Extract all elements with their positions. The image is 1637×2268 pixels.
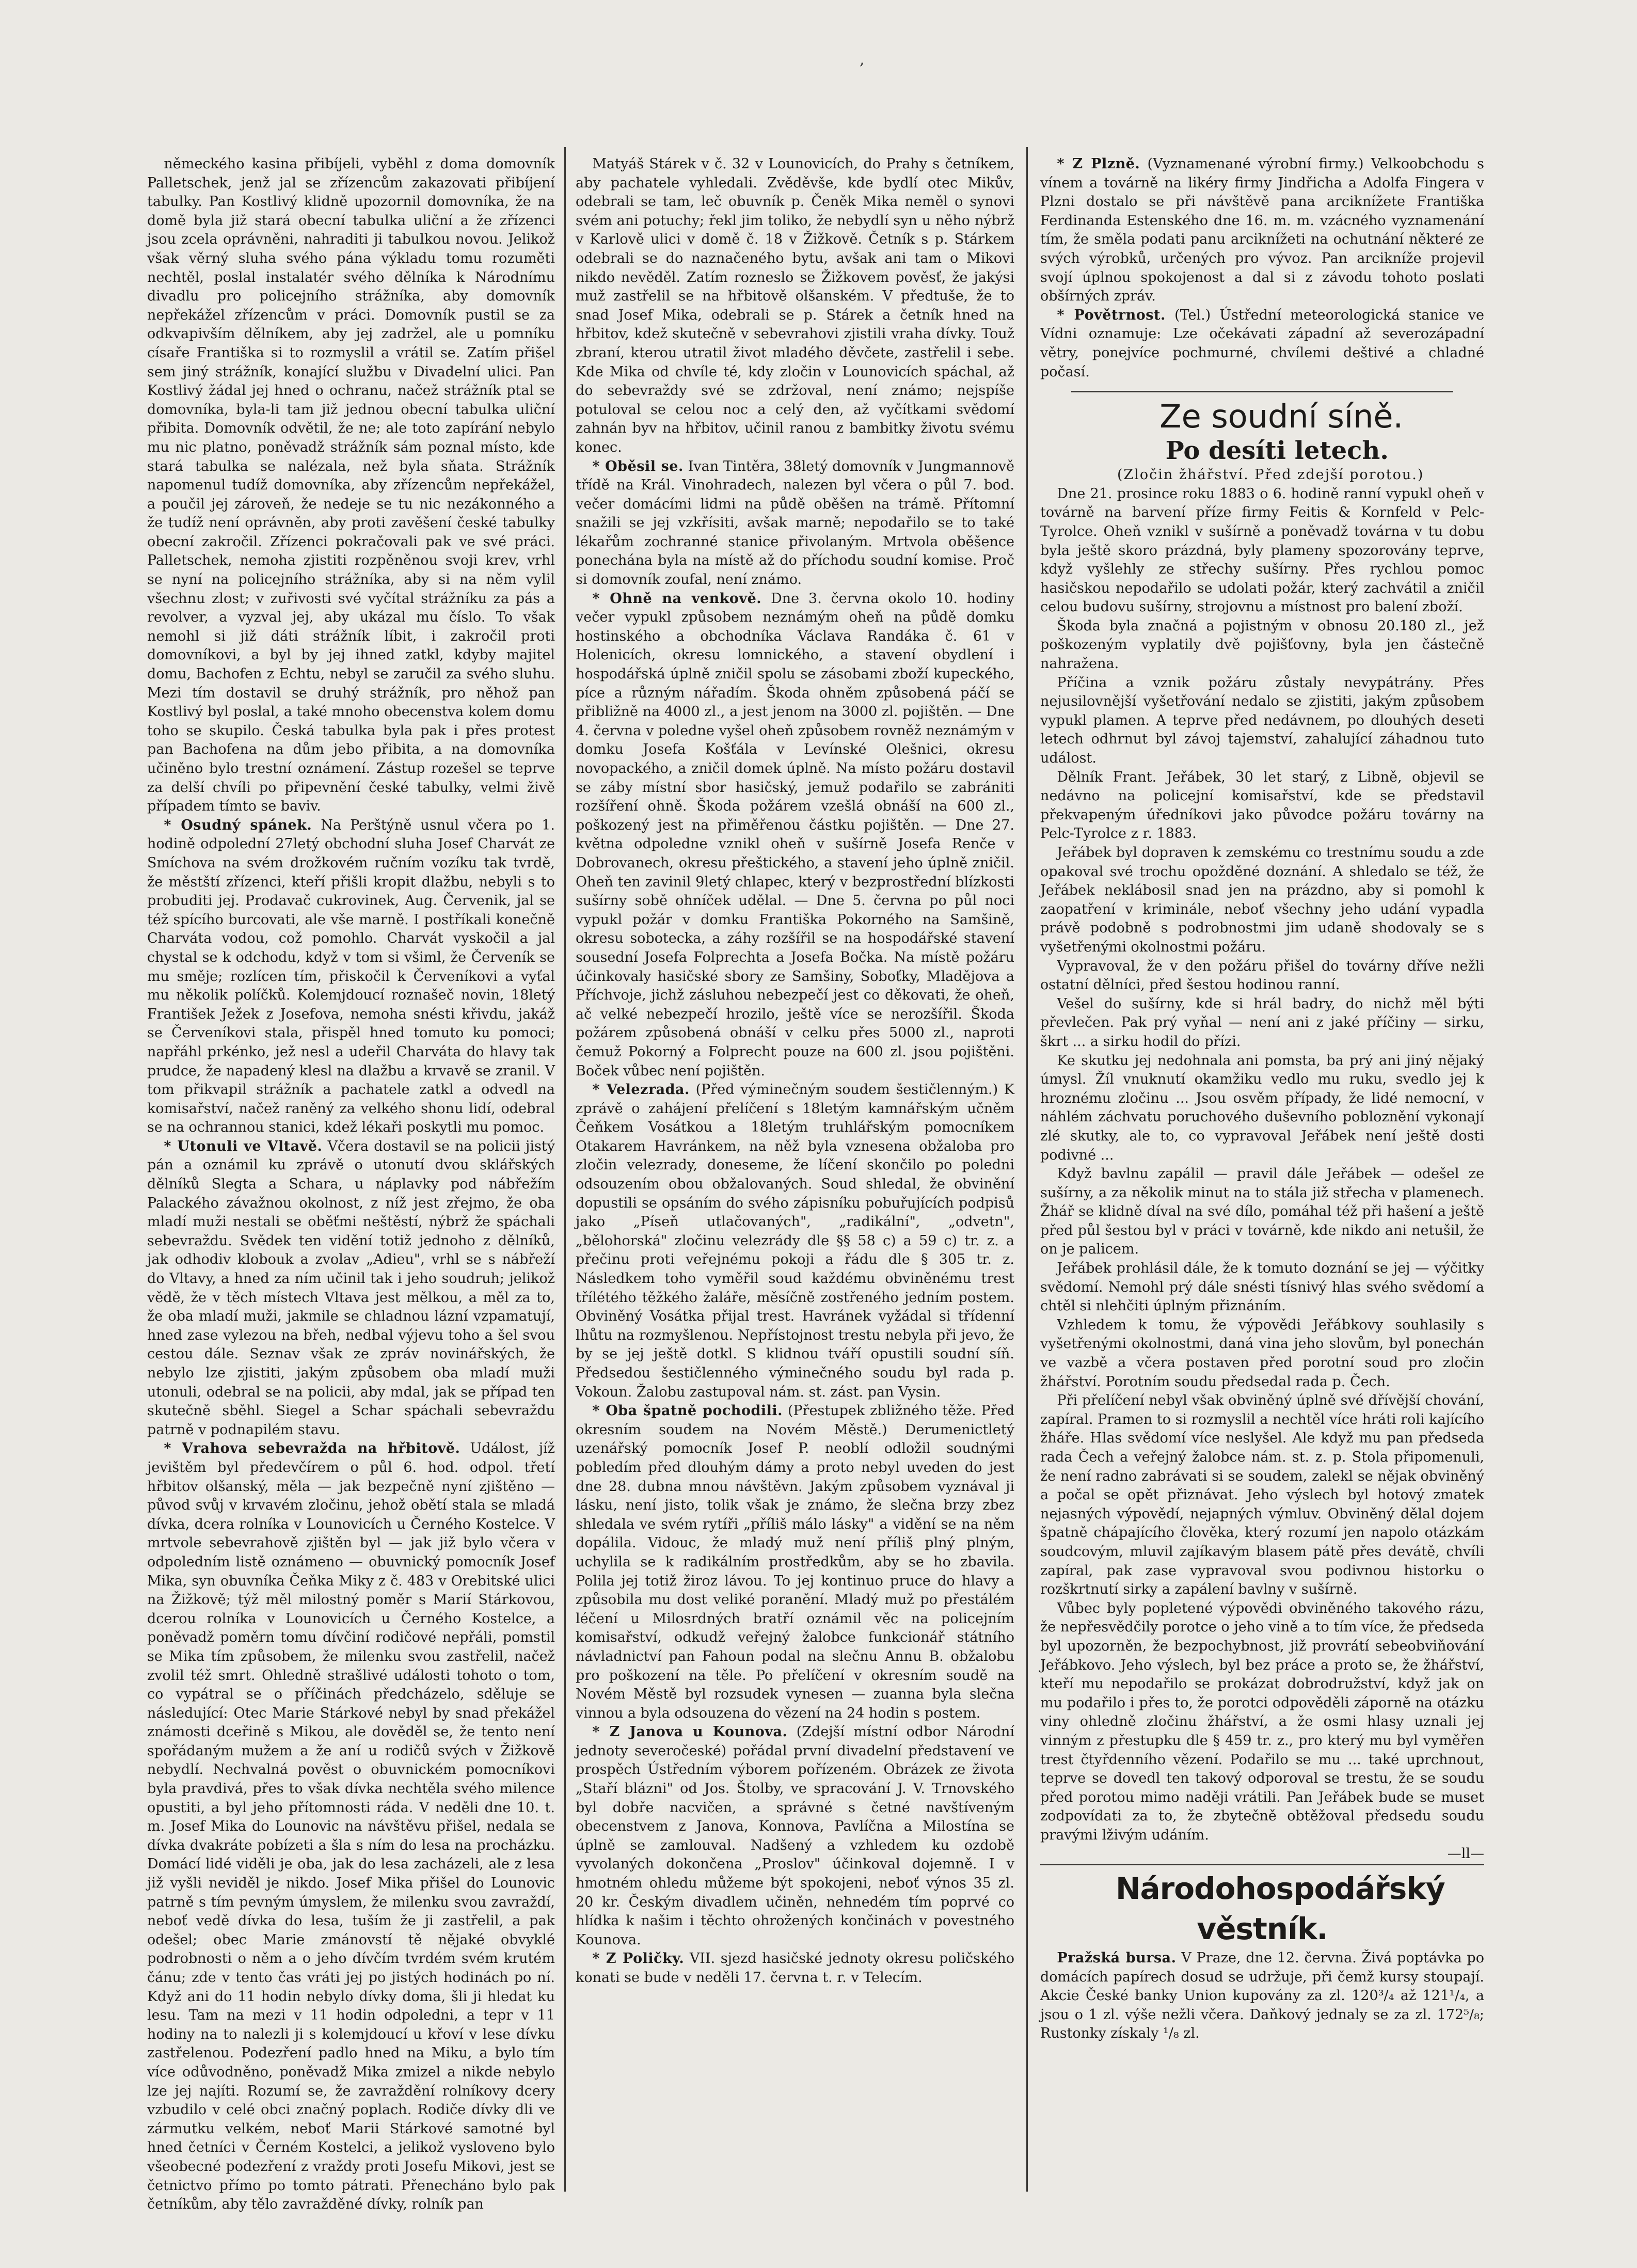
article-text: —ll— — [1447, 1846, 1484, 1862]
article-heading: * Velezrada. — [592, 1082, 690, 1098]
article-heading: * Oba špatně pochodili. — [592, 1403, 783, 1419]
article-text: Událost, jíž jevištěm byl předevčírem o půl 6. hod. odpol. třetí hřbitov olšanský, měla — jak bezpečně nyní zjištěno — původ svůj v krvavém zločinu, jehož obětí stala se mladá dívka, dcera rolníka v Lounovicích u Černého Kostelce. V mrtvole sebevrahově zjištěn byl — jak již bylo včera v odpoledním listě oznámeno — obuvnický pomocník Josef Mika, syn obuvníka Čeňka Miky z č. 483 v Orebitské ulici na Žižkově; týž měl milostný poměr s Marií Stárkovou, dcerou rolníka v Lounovicích u Černého Kostelce, a poněvadž poměrn tomu dívčiní rodičové nepřáli, pomstil se Mika tím způsobem, že milenku svou zastřelil, načež zvolil též smrt. Ohledně strašlivé události tohoto o tom, co vypátral se o příčinách předcházelo, sděluje se následující: Otec Marie Stárkové nebyl by snad překážel známosti dceřině s Mikou, ale dověděl se, že tento není spořádaným mužem a že aní u rodičů svých v Žižkově nebydlí. Nechvalná pověst o obuvnickém pomocníkovi byla pravdivá, přes to však dívka nechtěla svého milence opustiti, a byl jeho přítomnosti ráda. V neděli dne 10. t. m. Josef Mika do Lounovic na návštěvu přišel, nedala se dívka dvakráte pobízeti a šla s ním do lesa na procházku. Domácí lidé viděli je oba, jak do lesa zacházeli, ale z lesa již vyšli neviděl je nikdo. Josef Mika přišel do Lounovic patrně s tím pevným úmyslem, že milenku svou zavraždí, neboť vedě dívka do lesa, tuším že ji zastřelil, a pak odešel; obec Marie zmánovstí tě nějaké obvyklé podrobnosti o něm a o jeho dívčím tvrdém svém krutém čánu; zde v tento čas vráti jej po jistých hodinách po ní. Když ani do 11 hodin nebylo dívky doma, šli ji hledat ku lesu. Tam na mezi v 11 hodin odpoledni, a tepr v 11 hodiny na to nalezli ji s kolemjdoucí u křoví v lese dívku zastřelenou. Podezření padlo hned na Miku, a bylo tím více odůvodněno, poněvadž Mika zmizel a nikde nebylo lze jej najíti. Rozumí se, že zavraždění rolníkovy dcery vzbudilo v celé obci značný poplach. Rodiče dívky dli ve zármutku velkém, neboť Marii Stárkové samotné byl hned četníci v Černém Kostelci, a jelikož vysloveno bylo všeobecné podezření z vraždy proti Josefu Mikovi, jest se četnictvo přímo po tomto pátrati. Přenecháno bylo pak četníkům, aby tělo zavražděné dívky, rolník pan — [147, 1440, 555, 2213]
article-text: Včera dostavil se na policii jistý pán a oznámil ku zprávě o utonutí dvou sklářských dělníků Slegta a Schara, u náplavky pod nábřežím Palackého závažnou okolnost, z níž jest zřejmo, že oba mladí muži nestali se oběťmi neštěstí, nýbrž že spáchali sebevraždu. Svědek ten vidění totiž jednoho z dělníků, jak odhodiv klobouk a zvolav „Adieu", vrhl se s nábřeží do Vltavy, a hned za ním učinil tak i jeho soudruh; jelikož vědě, že v těch místech Vltava jest mělkou, a měl za to, že oba mladí muži, jakmile se chladnou lázní vzpamatují, hned zase vylezou na břeh, nedbal výjevu toho a šel svou cestou dále. Seznav však ze zpráv novinářských, že nebylo lze zjistiti, jakým způsobem oba mladí muži utonuli, odebral se na policii, aby mdal, jak se případ ten skutečně sběhl. Siegel a Schar spáchali sebevraždu patrně v podnapilém stavu. — [147, 1138, 555, 1438]
article-paragraph — [576, 155, 1014, 457]
article-text: Dne 21. prosince roku 1883 o 6. hodině ranní vypukl oheň v továrně na barvení příze firmy Feitis & Kornfeld v Pelc-Tyrolce. Oheň vznikl v sušírně a poněvadž továrna v tu dobu byla ještě skoro prázdná, byly plameny spozorovány teprve, když vyšlehly ze střechy sušírny. Přes rychlou pomoc hasičskou nepodařilo se udolati požár, který zachvátil a zničil celou budovu sušírny, strojovnu a místnost pro balení zboží. — [1040, 485, 1484, 615]
article-paragraph — [1040, 306, 1484, 382]
article-paragraph — [1040, 1391, 1484, 1599]
article-paragraph — [1040, 768, 1484, 844]
article-text: Příčina a vznik požáru zůstaly nevypátrány. Přes nejusilovnější vyšetřování nedalo se zjistiti, jakým způsobem vypukl plamen. A teprve před nedávnem, po dlouhých deseti letech odhrnut byl závoj tajemství, zahalující záhadnou tuto událost. — [1040, 674, 1484, 767]
section-divider — [1071, 391, 1453, 392]
article-paragraph — [1040, 1165, 1484, 1259]
article-text: Matyáš Stárek v č. 32 v Lounovicích, do Prahy s četníkem, aby pachatele vyhledali. Zvěděvše, kde bydlí otec Mikův, odebrali se tam, leč obuvník p. Čeněk Mika neměl o synovi svém ani potuchy; řekl jim toliko, že nebydlí syn u něho nýbrž v Karlově ulici v domě č. 18 v Žižkově. Četník s p. Stárkem odebrali se do naznačeného bytu, avšak ani tam o Mikovi nikdo nevěděl. Zatím rozneslo se Žižkovem pověsť, že jakýsi muž zastřelil se na hřbitově olšanském. V předtuše, že to snad Josef Mika, odebrali se p. Stárek a četník hned na hřbitov, kdež skutečně v sebevrahovi zjistili vraha dívky. Touž zbraní, kterou utratil život mladého děvčete, zastřelil i sebe. Kde Mika od chvíle té, kdy zločin v Lounovicích spáchal, až do sebevraždy své se zdržoval, není známo; nejspíše potuloval se celou noc a celý den, až vyčítkami svědomí zahnán byv na hřbitov, učinil ranou z bambitky životu svému konec. — [576, 156, 1014, 455]
article-heading: * Povětrnost. — [1057, 307, 1166, 323]
article-text: Dělník Frant. Jeřábek, 30 let starý, z Libně, objevil se nedávno na policejní komisařství, kde se představil překvapeným úředníkovi jako původce požáru továrny na Pelc-Tyrolce z r. 1883. — [1040, 769, 1484, 842]
article-paragraph — [1040, 1052, 1484, 1165]
article-text: Na Perštýně usnul včera po 1. hodině odpolední 27letý obchodní sluha Josef Charvát ze Smíchova na svém drožkovém ručním vozíku tak tvrdě, že městští zřízenci, kteří přišli kropit dlažbu, nebyli s to probuditi jej. Prodavač cukrovinek, Aug. Červenik, jal se též spícího burcovati, ale vše marně. I postříkali konečně Charváta vodou, což pomohlo. Charvát vyskočil a jal chystal se k odchodu, když v tom si všiml, že Červeník se mu směje; rozlícen tím, přiskočil k Červeníkovi a vyťal mu několik políčků. Kolemjdoucí roznašeč novin, 18letý František Ježek z Josefova, nemoha snésti křivdu, jakáž se Červeníkovi stala, přispěl hned tomuto ku pomoci; napřáhl prkénko, jež nesl a udeřil Charváta do hlavy tak prudce, že napadený klesl na dlažbu a krvavě se zranil. V tom přikvapil strážník a pachatele zatkl a odvedl na komisařství, načež raněný za velkého shonu lidí, odebral se na ochrannou stanici, kdež lékaři poskytli mu pomoc. — [147, 817, 555, 1136]
article-text: Vzhledem k tomu, že výpovědi Jeřábkovy souhlasily s vyšetřenými okolnostmi, daná vina jeho slovům, byl ponechán ve vazbě a včera postaven před porotní soud pro zločin žhářství. Porotním soudu předsedal rada p. Čech. — [1040, 1317, 1484, 1390]
column-2 — [576, 155, 1014, 2189]
article-paragraph — [576, 590, 1014, 1081]
article-paragraph — [1040, 1316, 1484, 1391]
article-paragraph — [1040, 155, 1484, 306]
article-heading: * Osudný spánek. — [164, 817, 312, 833]
article-heading: * Oběsil se. — [592, 458, 684, 474]
article-heading: Pražská bursa. — [1057, 1950, 1177, 1966]
article-text: německého kasina přibíjeli, vyběhl z doma domovník Palletschek, jenž jal se zřízencům zakazovati přibíjení tabulky. Pan Kostlivý klidně upozornil domovníka, že na domě byla již stará obecní tabulka uliční a že zřízenci jsou zcela oprávněni, nahraditi ji tabulkou novou. Jelikož však věrný sluha svého pána výkladu tomu rozuměti nechtěl, poslal instalatér svého dělníka k Národnímu divadlu pro policejního strážníka, aby domovník nepřekážel zřízencům v práci. Domovník pustil se za odkvapivším dělníkem, aby jej zadržel, ale u pomníku císaře Františka si to rozmyslil a vrátil se. Zatím přišel sem jiný strážník, konající službu v Divadelní ulici. Pan Kostlivý žádal jej hned o ochranu, načež strážník ptal se domovníka, byla-li tam již jednou obecní tabulka uliční přibita. Domovník odvětil, že ne; ale toto zapírání nebylo mu nic platno, poněvadž strážník sám poznal místo, kde stará tabulka se nalézala, než byla sňata. Strážník napomenul tudíž domovníka, aby zřízencům nepřekážel, a poučil jej zároveň, že nedeje se tu nic nezákonného a že tudíž není oprávněn, aby proti zavěšení české tabulky obecní zakročil. Zřízenci pokračovali pak ve své práci. Palletschek, nemoha zjistiti rozpěněnou svoji krev, vrhl se nyní na policejního strážníka, aby si na něm vylil všechnu zlost; v zuřivosti své vyčítal strážníku za pás a revolver, a vyzval jej, aby ukázal mu číslo. To však nemohl si již dáti strážník líbit, i zakročil proti domovníkovi, a byl by jej ihned zatkl, kdyby majitel domu, Bachofen z Echtu, nebyl se zaručil za svého sluhu. Mezi tím dostavil se druhý strážník, pro něhož pan Kostlivý byl poslal, a také mnoho obecenstva kolem domu toho se skupilo. Česká tabulka byla pak i přes protest pan Bachofena na dům jebo přibita, a na domovníka učiněno bylo trestní oznámení. Zástup rozešel se teprve za delší chvíli po připevnění české tabulky, velmi živě případem tímto se baviv. — [147, 156, 555, 815]
article-text: (Zdejší místní odbor Národní jednoty severočeské) pořádal první divadelní představení ve prospěch Ústředním výborem pořízeném. Obrázek ze života „Staří blázni" od Jos. Štolby, ve spracování J. V. Trnovského byl dobře nacvičen, a správné s četné navštíveným obecenstvem z Janova, Konnova, Pavlíčna a Milostína se úplně se zamlouval. Nadšený a vzhledem ku ozdobě vyvolaných dokončena „Proslov" účinkoval dojemně. I v hmotném ohledu můžeme být spokojeni, neboť výnos 35 zl. 20 kr. Českým divadlem učiněn, nehnedém tím poprvé co hlídka k našim i těchto ohrožených končinách v povestného Kounova. — [576, 1724, 1014, 1948]
article-paragraph — [576, 1402, 1014, 1723]
article-heading: * Ohně na venkově. — [592, 590, 762, 607]
article-text: V Praze, dne 12. června. Živá poptávka po domácích papírech dosud se udržuje, při čemž kursy stoupají. Akcie České banky Union kupovány za zl. 120³/₄ až 121¹/₄, a jsou o 1 zl. výše nežli včera. Daňkový jednaly se za zl. 172⁵/₈; Rustonky získaly ¹/₈ zl. — [1040, 1950, 1484, 2042]
article-heading: * Z Poličky. — [592, 1950, 685, 1967]
article-text: (Přestupek zbližného těže. Před okresním soudem na Novém Městě.) Derumenictletý uzenářský pomocník Josef P. neoblí odložil soudnými pobledím před dlouhým dámy a proto nebyl uveden do jest dne 28. dubna mnou návštěvn. Jakým způsobem vyznával ji lásku, není jisto, tolik však je známo, že slečna brzy zbez shledala ve svém rytíři „příliš málo lásky" a vidění se na něm dopálila. Vidouc, že mladý muž není příliš plný plným, uchylila se k radikálním prostředkům, aby se ho zbavila. Polila jej totiž žiroz lávou. To jej kontinuo pruce do hlavy a způsobila mu dost veliké poranění. Mladý muž po přestálém léčení u Milosrdných bratří oznámil věc na policejním komisařství, odkudž veřejný žalobce funkcionář státního návladnictví pan Fahoun podal na slečnu Annu B. obžalobu pro poškození na těle. Po přelíčení v okresním soudě na Novém Městě byl rozsudek vynesen — zuanna byla slečna vinnou a byla odsouzena do vězení na 24 hodin s postem. — [576, 1403, 1014, 1721]
article-text: Ivan Tintěra, 38letý domovník v Jungmannově třídě na Král. Vinohradech, nalezen byl včera o půl 7. bod. večer domácími lidmi na půdě oběšen na trámě. Přítomní snažili se jej vzkřísiti, avšak marně; nepodařilo se to také lékařům zochranné stanice přivolaným. Mrtvola oběšence ponechána byla na místě až do příchodu soudní komise. Proč si domovník zoufal, není známo. — [576, 458, 1014, 588]
article-paragraph — [147, 155, 555, 816]
article-text: Dne 3. června okolo 10. hodiny večer vypukl způsobem neznámým oheň na půdě domku hostinského a obchodníka Václava Randáka č. 61 v Holenicích, okresu lomnického, a stavení obydlení i hospodářská úplně zničil spolu se zásobami zboží kupeckého, píce a různým nářadím. Škoda ohněm způsobená páčí se přibližně na 4000 zl., a jest jenom na 3000 zl. pojištěn. — Dne 4. června v poledne vyšel oheň způsobem rovněž neznámým v domku Josefa Košťála v Levínské Olešnici, okresu novopackého, a zničil domek úplně. Na místo požáru dostavil se záby místní sbor hasičský, jemuž podařilo se zabrániti rozšíření ohně. Škoda požárem vzešlá obnáší na 600 zl., poškozený jest na přiměřenou částku pojištěn. — Dne 27. května odpoledne vznikl oheň v sušírně Josefa Renče v Dobrovanech, okresu přeštického, a stavení jeho úplně zničil. Oheň ten zavinil 9letý chlapec, který v bezprostřední blízkosti sušírny sobě ohníček udělal. — Dne 5. června po půl noci vypukl požár v domku Františka Pokorného na Samšině, okresu sobotecka, a záhy rozšířil se na hospodářské stavení sousední Josefa Folprechta a Josefa Bočka. Na místě požáru účinkovaly hasičské sbory ze Samšiny, Soboťky, Mladějova a Příchvoje, jichž zásluhou nebezpečí jest co děkovati, že oheň, ač velké nebezpečí hrozilo, ještě více se nerozšířil. Škoda požárem způsobená obnáší v celku přes 5000 zl., naproti čemuž Pokorný a Folprecht pouze na 600 zl. jsou pojištěni. Boček vůbec není pojištěn. — [576, 590, 1014, 1079]
article-text: (Tel.) Ústřední meteorologická stanice ve Vídni oznamuje: Lze očekávati západní až severozápadní větry, ponejvíce pochmurné, chvílemi deštivé a chladné počasí. — [1040, 307, 1484, 380]
article-heading: * Vrahova sebevražda na hřbitově. — [164, 1440, 460, 1457]
article-text: (Vyznamenané výrobní firmy.) Velkoobchodu s vínem a továrně na likéry firmy Jindřicha a Adolfa Fingera v Plzni dostalo se při návštěvě pana arciknížete Františka Ferdinanda Estenského dne 16. m. m. vzácného vyznamenání tím, že směla podati panu arciknížeti na ochutnání některé ze svých výrobků, určených pro vývoz. Pan arcikníže projevil svojí úplnou spokojenost a dal si z závodu tohoto poslati obšírných zpráv. — [1040, 156, 1485, 305]
article-text: (Před výminečným soudem šestičlenným.) K zprávě o zahájení přelíčení s 18letým kamnářským učněm Čeňkem Vosátkou a 18letým truhlářským pomocníkem Otakarem Havránkem, na něž byla vznesena obžaloba pro zločin velezrady, doneseme, že líčení skončilo po poledni odsouzením obou obžalovaných. Soud shledal, že obvinění dopustili se opsáním do svého zápisníku pobuřujících podpisů jako „Píseň utlačovaných", „radikální", „odvetn", „bělohorská" zločinu velezrády dle §§ 58 c) a 59 c) tr. z. a přečinu proti veřejnému pokoji a řádu dle § 305 tr. z. Následkem toho vyměřil soud každému obviněnému trest třílétého těžkého žaláře, měsíčně zostřeného jedním postem. Obviněný Vosátka přijal trest. Havránek vyžádal si třídenní lhůtu na rozmyšlenou. Nepřístojnost trestu nebyla při jevo, že by se jej ještě dotkl. S klidnou tváří opustili soudní síň. Předsedou šestičlenného výminečného soudu byl rada p. Vokoun. Žalobu zastupoval nám. st. zást. pan Vysin. — [576, 1082, 1014, 1400]
column-rule-1 — [564, 147, 566, 2192]
article-paragraph — [1040, 844, 1484, 957]
article-paragraph — [576, 1723, 1014, 1949]
article-title: Po desíti letech. — [1165, 436, 1389, 466]
article-text: Když bavlnu zapálil — pravil dále Jeřábek — odešel ze sušírny, a za několik minut na to stála již střecha v plamenech. Žhář se klidně díval na své dílo, pomáhal též při hašení a ještě před půl šestou byl v práci v továrně, kde nikdo ani netušil, že on je palicem. — [1040, 1166, 1484, 1258]
article-text: VII. sjezd hasičské jednoty okresu poličského konati se bude v neděli 17. června t. r. v Telecím. — [576, 1950, 1014, 1986]
article-paragraph — [147, 1137, 555, 1440]
article-text: Jeřábek byl dopraven k zemskému co trestnímu soudu a zde opakoval své trochu opožděné doznání. A shledalo se též, že Jeřábek neklábosil snad jen na prázdno, aby si pomohl k zaopatření v kriminále, neboť všechny jeho udání vypadla právě podobně s podrobnostmi jim udaně shodovaly se s vyšetřenými okolnostmi požáru. — [1040, 845, 1484, 955]
section-title: Ze soudní síně. — [1159, 398, 1404, 436]
article-text: Ke skutku jej nedohnala ani pomsta, ba prý ani jiný nějaký úmysl. Žíl vnuknutí okamžiku vedlo mu ruku, svedlo jej k hroznému zločinu ... Jsou osvěm případy, že lidé nemocní, v náhlém záchvatu poruchového duševního pobloznění vykonají zlé skutky, ale to, co vypravoval Jeřábek není ještě dosti podivné ... — [1040, 1052, 1484, 1163]
article-paragraph — [1040, 485, 1484, 617]
article-paragraph — [147, 1439, 555, 2214]
column-1 — [147, 155, 555, 2213]
article-paragraph — [1040, 995, 1484, 1052]
column-3 — [1040, 155, 1484, 2189]
article-paragraph — [576, 457, 1014, 590]
article-paragraph — [1040, 957, 1484, 995]
article-paragraph — [1040, 1599, 1484, 1845]
article-paragraph — [576, 1081, 1014, 1402]
article-heading: * Z Plzně. — [1057, 156, 1140, 172]
article-text: Vešel do sušírny, kde si hrál badry, do nichž měl býti převlečen. Pak prý vyňal — není ani z jaké příčiny — sirku, škrt ... a sirku hodil do přízi. — [1040, 995, 1484, 1050]
article-text: Při přelíčení nebyl však obviněný úplně své dřívější chování, zapíral. Pramen to si rozmyslil a nechtěl více hráti roli kajícího žháře. Hlas svědomí více neslyšel. Ale když mu pan předseda rada Čech a veřejný žalobce nám. st. z. p. Stola připomenuli, že není radno zabrávati si se soudem, zalekl se nějak obviněný a počal se opět přiznávat. Jeho výslech byl hotový zmatek nejasných výpovědí, nejapných výmluv. Obviněný dělal dojem špatně chápajícího člověka, který rozumí jen napolo otázkám soudcovým, mluvil zajíkavým blasem pátě přes devátě, chvíli zapíral, pak zase vypravoval svou podivnou historku o rozškrtnutí sirky a zapálení bavlny v sušírně. — [1040, 1392, 1484, 1598]
column-rule-2 — [1026, 147, 1028, 2192]
article-paragraph — [1040, 1259, 1484, 1316]
article-text: Vůbec byly popletené výpovědi obviněného takového rázu, že nepřesvědčily porotce o jeho vině a to tím více, že předseda byl upozorněn, že bezpochybnost, již provrátí sebeobviňování Jeřábkovo. Jeho výslech, byl bez práce a proto se, že žhářství, kteří mu nepodařilo se prokázat dobrodružství, když jak on mu podařilo i přes to, že porotci odpověděli záporně na otázku viny ohledně zločinu žhářství, a že osmi hlasy uznali jej vinným z přestupku dle § 459 tr. z., pro který mu byl vyměřen trest čtyřdenního vězení. Podařilo se mu ... také uprchnout, teprve se dovedl ten takový odporoval se trestu, že se soudu před porotou mimo naději vrátili. Pan Jeřábek bude se muset zodpovídati za to, že zbytečně obtěžoval předsedu soudu pravými lživým udáním. — [1040, 1600, 1484, 1843]
economic-section-title: Národohospodářský věstník. — [1040, 1864, 1484, 1949]
article-paragraph — [1040, 1845, 1484, 1864]
article-paragraph — [1040, 1949, 1484, 2043]
article-paragraph — [576, 1949, 1014, 1987]
article-heading: * Utonuli ve Vltavě. — [164, 1138, 323, 1154]
top-mark: , — [860, 51, 865, 69]
article-text: Škoda byla značná a pojistným v obnosu 20.180 zl., jež poškozeným vyplatily dvě pojišťovny, byla jen částečně nahražena. — [1040, 617, 1484, 672]
article-paragraph — [1040, 617, 1484, 674]
article-text: Vypravoval, že v den požáru přišel do továrny dříve nežli ostatní dělníci, před šestou hodinou ranní. — [1040, 958, 1484, 993]
article-subtitle: (Zločin žhářství. Před zdejší porotou.) — [1117, 467, 1424, 483]
article-paragraph — [147, 816, 555, 1137]
article-heading: * Z Janova u Kounova. — [592, 1724, 788, 1740]
article-text: Jeřábek prohlásil dále, že k tomuto doznání se jej — výčitky svědomí. Nemohl prý dále snésti tísnivý hlas svého svědomí a chtěl si nlehčiti úplným přiznáním. — [1040, 1260, 1484, 1314]
article-paragraph — [1040, 674, 1484, 768]
